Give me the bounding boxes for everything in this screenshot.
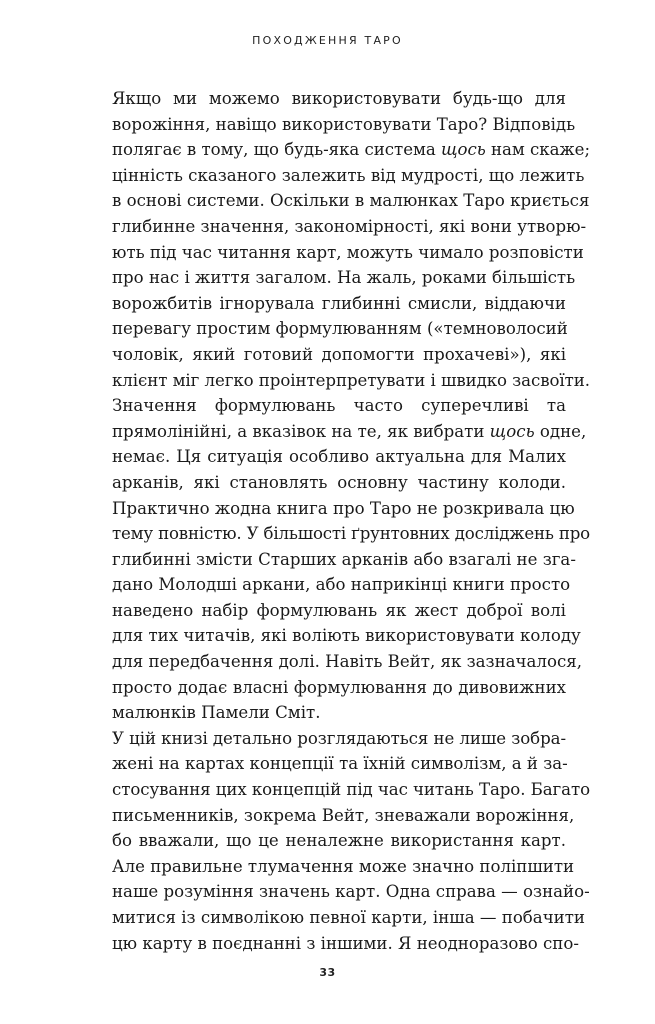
text-line: Значення формулювань часто суперечливі та: [112, 396, 566, 416]
text-line: глибинне значення, закономірності, які вони утворю-: [112, 216, 587, 236]
text-line: наше розуміння значень карт. Одна справа — ознайо-: [112, 882, 590, 902]
text-line: малюнків Памели Сміт.: [112, 703, 321, 723]
paragraph-2: [88, 393, 590, 726]
text-line: митися із символікою певної карти, інша — побачити: [112, 908, 585, 927]
text-line: наведено набір формулювань як жест доброї волі: [112, 600, 566, 620]
text-line: для тих читачів, які воліють використовувати колоду: [112, 626, 581, 646]
text-line: клієнт міг легко проінтерпретувати і швидко засвоїти.: [112, 370, 590, 390]
text-line: ворожіння, навіщо використовувати Таро? Відповідь: [112, 114, 576, 134]
text-line: про нас і життя загалом. На жаль, роками більшість: [112, 268, 576, 288]
text-line: немає. Ця ситуація особливо актуальна для Малих: [112, 447, 566, 467]
text-line: чоловік, який готовий допомогти прохачеві»), які: [112, 344, 566, 364]
text-line: цю карту в поєднанні з іншими. Я неодноразово спо-: [112, 933, 579, 953]
text-line: прямолінійні, а вказівок на те, як вибрати щось одне,: [112, 421, 587, 441]
text-line: стосування цих концепцій під час читань Таро. Багато: [112, 780, 590, 800]
text-line: дано Молодші аркани, або наприкінці книги просто: [112, 575, 571, 595]
text-line: тему повністю. У більшості ґрунтовних досліджень про: [112, 524, 590, 544]
paragraph-3: [88, 726, 590, 956]
text-line: арканів, які становлять основну частину колоди.: [112, 472, 566, 492]
running-header: ПОХОДЖЕННЯ ТАРО: [252, 34, 403, 47]
text-line: для передбачення долі. Навіть Вейт, як зазначалося,: [112, 652, 582, 672]
text-line: письменників, зокрема Вейт, зневажали ворожіння,: [112, 805, 575, 825]
text-line: перевагу простим формулюванням («темноволосий: [112, 319, 568, 339]
paragraph-1: [88, 86, 590, 393]
text-line: в основі системи. Оскільки в малюнках Таро криється: [112, 191, 590, 211]
text-line: Але правильне тлумачення може значно поліпшити: [112, 856, 575, 876]
body-text: [88, 86, 590, 956]
text-line: просто додає власні формулювання до дивовижних: [112, 677, 566, 697]
text-line: У цій книзі детально розглядаються не лише зобра-: [112, 728, 566, 748]
text-line: полягає в тому, що будь-яка система щось нам скаже;: [112, 140, 590, 160]
text-line: Якщо ми можемо використовувати будь-що для: [112, 89, 566, 108]
text-line: бо вважали, що це неналежне використання карт.: [112, 831, 566, 851]
page-number: 33: [319, 966, 336, 979]
text-line: Практично жодна книга про Таро не розкривала цю: [112, 498, 575, 518]
text-line: цінність сказаного залежить від мудрості, що лежить: [112, 165, 585, 185]
text-line: ють під час читання карт, можуть чимало розповісти: [112, 242, 584, 262]
text-line: ворожбитів ігнорувала глибинні смисли, віддаючи: [112, 293, 566, 313]
text-line: глибинні змісти Старших арканів або взагалі не зга-: [112, 549, 576, 569]
text-line: жені на картах концепції та їхній символізм, а й за-: [112, 754, 568, 774]
